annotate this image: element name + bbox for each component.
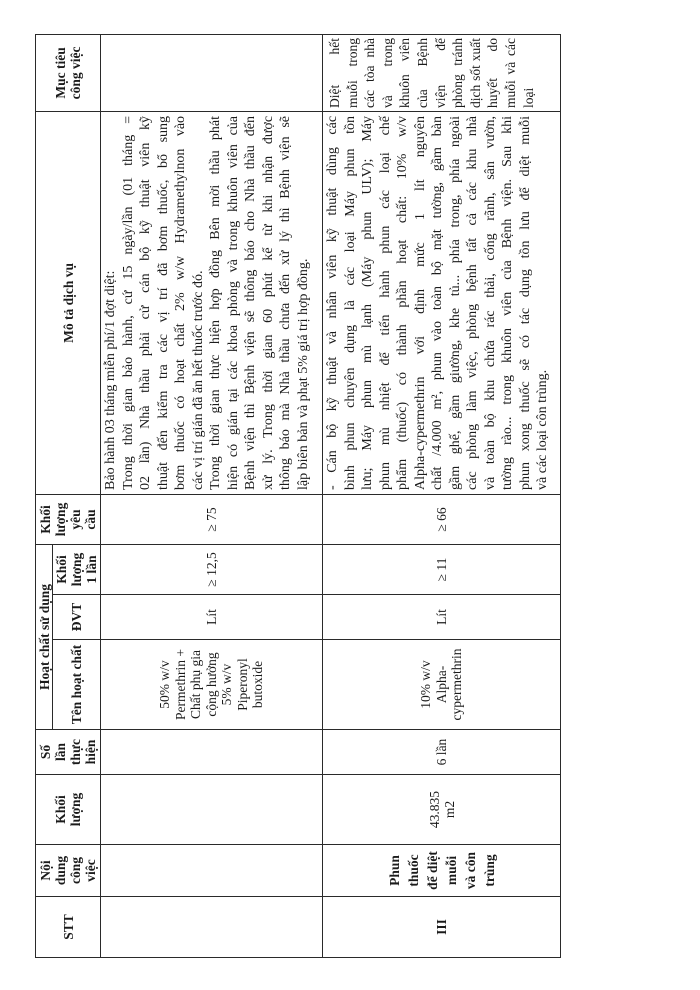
header-khoi-luong [36,775,101,845]
text-line: và côn [462,851,478,890]
text-line: dịch sốt xuất [467,37,483,108]
row-1-khoi-luong-cell [101,775,323,845]
row-2-ten-hoat-chat [323,640,561,730]
row-1-kl-yeu-cau: ≥ 75 [101,494,323,544]
text-line: để diệt [424,851,440,890]
text-line: m2 [441,800,457,819]
text-line: tường rào... trong khuôn viên của Bệnh viện. Sau khi [500,115,515,490]
text-line: chất /4.000 m², phun vào toàn bộ mặt tường, gầm bàn [430,115,445,490]
text-line: - Cán bộ kỹ thuật và nhân viên kỹ thuật dùng các [325,115,340,490]
text-line: thực [68,738,83,766]
row-2-noi-dung [323,845,561,897]
text-line: thuốc [405,854,421,887]
text-line: thông báo mà Nhà thầu chưa đến xử lý thì Bệnh viện sẽ [278,115,293,490]
row-2-mo-ta [323,111,561,494]
text-line: 5% w/v [219,663,235,706]
text-line: Permethrin + [172,649,188,720]
rotated-table-page [35,35,560,958]
text-line: lượng [69,552,84,587]
header-mo-ta: Mô tả dịch vụ [36,111,101,494]
text-line: phẩm (thuốc) có thành phần hoạt chất: 10% w/v [395,115,410,490]
text-line: Piperonyl [234,658,250,711]
text-line: và trong [379,37,395,108]
text-line: Khối [54,555,69,584]
row-2-so-lan: 6 lần [323,730,561,775]
row-1-mo-ta [101,111,323,494]
header-kl-1-lan [53,544,101,594]
text-line: 1 lần [84,555,99,584]
text-line: công [68,857,83,884]
row-2-khoi-luong [323,775,561,845]
text-line: Trong thời gian thực hiện hợp đồng Bên mời thầu phát [208,115,223,490]
text-line: phun xong thuốc sẽ có tác dụng tồn lưu để diệt muỗi [517,115,533,490]
table-row [101,34,323,957]
text-line: loại [520,87,536,108]
header-hoat-chat-group: Hoạt chất sử dụng [36,544,53,729]
text-line: các vị trí gián đã ăn hết thuốc trước đó. [190,270,206,490]
row-1-muc-tieu-cell [101,34,323,111]
text-line: butoxide [250,660,266,709]
text-line: Mục tiêu [53,47,68,99]
text-line: cộng hưởng [203,652,219,717]
text-line: 43.835 [426,790,442,829]
text-line: muỗi trong [344,37,360,108]
text-line: lưu; Máy phun mù lạnh (Máy phun ULV); Máy [360,115,375,490]
text-line: Diệt hết [327,37,342,108]
text-line: muỗi và các [502,37,518,108]
text-line: gầm ghế, gầm giường, khe tủ... phía trong, phía ngoài [447,115,463,490]
text-line: yêu cầu [68,509,98,530]
header-kl-yeu-cau [36,494,101,544]
text-line: 02 lần) Nhà thầu phải cử cán bộ kỹ thuật viên kỹ [138,115,153,490]
text-line: và các loại côn trùng. [535,369,550,490]
text-line: và toàn bộ khu chứa rác thải, cống rãnh, sân vườn, [482,115,498,490]
text-line: công việc [68,46,83,100]
header-ten-hoat-chat: Tên hoạt chất [53,640,101,730]
header-stt: STT [36,897,101,958]
text-line: Trong thời gian bảo hành, cứ 15 ngày/lần (01 tháng = [120,115,136,490]
text-line: bơm thuốc có hoạt chất 2% w/w Hydramethylnon vào [173,115,188,490]
row-1-so-lan-cell [101,730,323,775]
header-so-lan [36,730,101,775]
text-line: trùng [481,854,497,887]
text-line: lượng [68,792,83,827]
text-line: huyết do [485,37,501,108]
text-line: Alpha-cypermethrin với định mức 1 lít nguyên [412,115,428,490]
text-line: của Bệnh [414,37,430,108]
text-line: các tòa nhà [362,37,378,108]
text-line: thuật đến kiểm tra các vị trí đã bơm thuốc, bổ sung [155,115,171,490]
text-line: cypermethrin [449,648,465,721]
row-1-stt-cell [101,897,323,958]
row-1-dvt: Lít [101,595,323,640]
text-line: 50% w/v [157,660,173,709]
text-line: khuôn viên [397,37,413,108]
header-noi-dung [36,845,101,897]
text-line: 10% w/v [418,660,434,709]
text-line: Bệnh viện thì Bệnh viện sẽ thông báo cho Nhà thầu đến [243,115,258,490]
text-line: Chất phụ gia [188,650,204,719]
text-line: xử lý. Trong thời gian 60 phút kể từ khi nhận được [260,115,276,490]
text-line: phun mù nhiệt để tiến hành phun các loại chế [377,115,393,490]
text-line: Khối [53,795,68,824]
row-2-kl-1-lan: ≥ 11 [323,544,561,594]
text-line: việc [83,859,98,882]
text-line: hiện [83,739,98,765]
row-2-stt: III [323,897,561,958]
header-muc-tieu [36,34,101,111]
text-line: muỗi [443,855,459,886]
text-line: hiện có gián tại các khoa phòng và trong khuôn viên của [225,115,241,490]
text-line: dung [53,855,68,886]
service-table [35,34,561,958]
text-line: Khối [38,505,53,534]
header-dvt: ĐVT [53,595,101,640]
row-2-dvt: Lít [323,595,561,640]
text-line: viện để [432,37,448,108]
text-line: lượng [53,502,68,537]
row-2-muc-tieu [323,34,561,111]
header-row-top [36,34,53,957]
text-line: các phòng làm việc, phòng bệnh tất cả các khu nhà [465,115,480,490]
text-line: Nội [38,860,53,881]
text-line: Bảo hành 03 tháng miễn phí/1 đợt diệt: [103,270,118,490]
text-line: bình phun chuyên dụng là các loại Máy phun tồn [342,115,358,490]
text-line: Số [38,744,53,760]
text-line: lập biên bản và phạt 5% giá trị hợp đồng. [295,258,311,490]
text-line: Alpha- [433,665,449,704]
table-row [323,34,561,957]
text-line: Phun [386,855,402,886]
row-1-ten-hoat-chat [101,640,323,730]
row-2-kl-yeu-cau: ≥ 66 [323,494,561,544]
text-line: phòng tránh [450,37,466,108]
text-line: lần [53,743,68,762]
row-1-noi-dung-cell [101,845,323,897]
row-1-kl-1-lan: ≥ 12,5 [101,544,323,594]
